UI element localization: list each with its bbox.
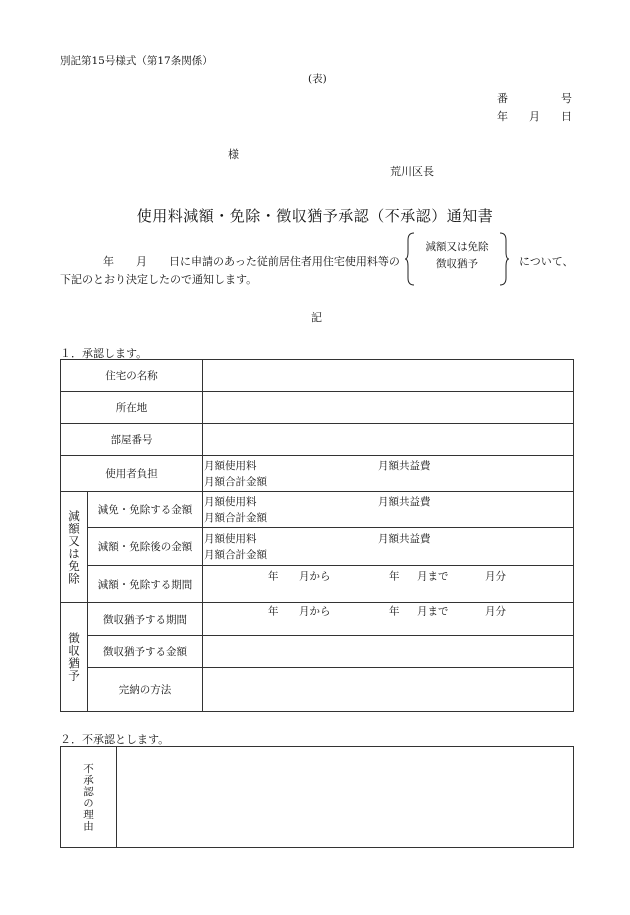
deferral-amount-field[interactable]: [203, 636, 574, 668]
period-month-from: 月から: [299, 570, 331, 583]
rejection-reason-field[interactable]: [117, 747, 574, 848]
intro-line-1: [60, 253, 400, 269]
line-total: [203, 474, 573, 490]
intro-line-2: 下記のとおり決定したので通知します。: [60, 273, 258, 286]
table-row: [61, 747, 574, 848]
reduction-amount-field[interactable]: [203, 492, 574, 528]
document-number-line: [497, 90, 572, 106]
recipient-honorific: 様: [228, 148, 239, 161]
table-row: [61, 392, 574, 424]
user-burden-field[interactable]: [203, 456, 574, 492]
year-label: 年: [497, 110, 508, 123]
period-months: 月分: [485, 570, 506, 583]
room-number-field[interactable]: [203, 424, 574, 456]
after-amount-field[interactable]: [203, 528, 574, 566]
line-total: [203, 510, 573, 526]
date-line: [497, 108, 572, 124]
label-room-number: 部屋番号: [61, 424, 203, 456]
front-side-label: (表): [308, 73, 327, 85]
brace-option-reduction: 減額又は免除: [425, 241, 489, 253]
period-month-to: 月まで: [417, 570, 449, 583]
period-year-to: 年: [389, 570, 400, 583]
table-row: [61, 528, 574, 566]
period-line: [203, 603, 573, 635]
rejection-reason-text: 不承認の理由: [82, 763, 94, 832]
table-row: [61, 424, 574, 456]
intro-month: 月: [136, 255, 147, 268]
period-year-from: 年: [268, 570, 279, 583]
label-payment-method: 完納の方法: [88, 668, 203, 712]
ki-heading: 記: [311, 311, 322, 324]
intro-year: 年: [103, 255, 114, 268]
label-reduction-period: 減額・免除する期間: [88, 566, 203, 603]
monthly-rent-label: 月額使用料: [204, 495, 257, 508]
table-row: [61, 492, 574, 528]
table-row: [61, 456, 574, 492]
intro-day-text: 日に申請のあった従前居住者用住宅使用料等の: [169, 255, 400, 268]
ban-label: 番: [497, 92, 508, 105]
rejection-reason-label: [61, 747, 117, 848]
section2-heading: ２．不承認とします。: [60, 733, 170, 746]
deferral-group-text: 徴収猶予: [67, 632, 81, 682]
day-label: 日: [561, 110, 572, 123]
line-rent: [203, 458, 573, 474]
address-field[interactable]: [203, 392, 574, 424]
choice-brace: [405, 232, 509, 286]
month-label: 月: [529, 110, 540, 123]
document-title: 使用料減額・免除・徴収猶予承認（不承認）通知書: [136, 207, 494, 225]
table-row: [61, 636, 574, 668]
deferral-period-field[interactable]: [203, 603, 574, 636]
monthly-common-label: 月額共益費: [378, 532, 431, 545]
monthly-total-label: 月額合計金額: [204, 511, 267, 524]
approval-table: [60, 359, 574, 712]
form-number: 別記第15号様式（第17条関係）: [60, 55, 213, 67]
issuer: 荒川区長: [390, 165, 434, 178]
deferral-group-label: [61, 603, 88, 712]
line-rent: [203, 494, 573, 510]
housing-name-field[interactable]: [203, 360, 574, 392]
table-row: [61, 566, 574, 603]
period-months: 月分: [485, 605, 506, 618]
reduction-group-label: [61, 492, 88, 603]
label-address: 所在地: [61, 392, 203, 424]
table-row: [61, 603, 574, 636]
label-housing-name: 住宅の名称: [61, 360, 203, 392]
monthly-total-label: 月額合計金額: [204, 548, 267, 561]
payment-method-field[interactable]: [203, 668, 574, 712]
period-year-to: 年: [389, 605, 400, 618]
period-year-from: 年: [268, 605, 279, 618]
label-reduction-amount: 減免・免除する金額: [88, 492, 203, 528]
rejection-table: [60, 746, 574, 848]
period-month-from: 月から: [299, 605, 331, 618]
label-after-amount: 減額・免除後の金額: [88, 528, 203, 566]
brace-option-deferral: 徴収猶予: [436, 258, 478, 270]
period-line: [203, 566, 573, 602]
period-month-to: 月まで: [417, 605, 449, 618]
monthly-rent-label: 月額使用料: [204, 532, 257, 545]
label-user-burden: 使用者負担: [61, 456, 203, 492]
monthly-common-label: 月額共益費: [378, 495, 431, 508]
table-row: [61, 668, 574, 712]
go-label: 号: [561, 92, 572, 105]
intro-after-brace: について、: [519, 255, 574, 268]
monthly-total-label: 月額合計金額: [204, 475, 267, 488]
monthly-rent-label: 月額使用料: [204, 459, 257, 472]
line-total: [203, 547, 573, 563]
line-rent: [203, 531, 573, 547]
section1-heading: １．承認します。: [60, 347, 148, 360]
label-deferral-period: 徴収猶予する期間: [88, 603, 203, 636]
monthly-common-label: 月額共益費: [378, 459, 431, 472]
reduction-period-field[interactable]: [203, 566, 574, 603]
table-row: [61, 360, 574, 392]
label-deferral-amount: 徴収猶予する金額: [88, 636, 203, 668]
reduction-group-text: 減額又は免除: [67, 509, 81, 585]
